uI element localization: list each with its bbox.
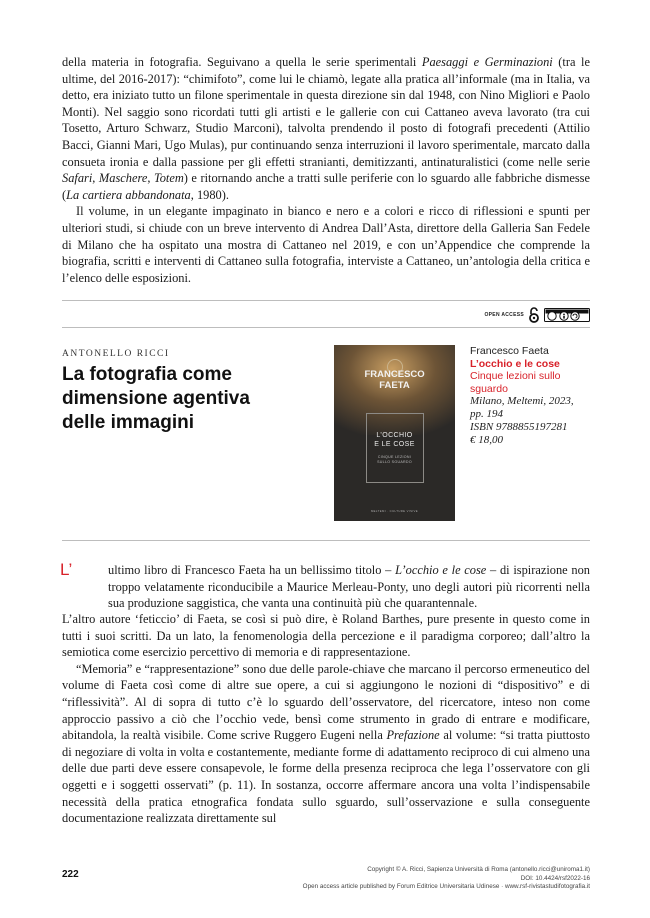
review-title: La fotografia come dimensione agentiva delle immagini [62, 364, 250, 433]
book-publisher-line: Milano, Meltemi, 2023, [470, 395, 574, 407]
italic-run: La cartiera abbandonata [66, 187, 191, 202]
book-price: € 18,00 [470, 434, 503, 446]
book-pages: pp. 194 [470, 408, 503, 420]
cover-title [334, 431, 455, 449]
cover-subtitle [334, 455, 455, 464]
body-divider [62, 540, 590, 541]
italic-run: L’occhio e le cose [395, 563, 487, 577]
cover-author [334, 369, 455, 391]
footer-copyright: Copyright © A. Ricci, Sapienza Università di Roma (antonello.ricci@uniroma1.it) [367, 866, 590, 873]
book-info [470, 345, 595, 447]
footer-publisher: Open access article published by Forum Editrice Universitaria Udinese · www.rsf-rivistastudifotografia.it [302, 883, 590, 891]
open-access-label: OPEN ACCESS [484, 312, 524, 318]
continued-review-text [62, 54, 590, 286]
page-footer [190, 866, 590, 892]
license-badges [440, 306, 590, 324]
continued-paragraph-1: della materia in fotografia. Seguivano a quella le serie sperimentali Paesaggi e Germinazioni (tra le ultime, del 2016-2017): “chimifoto”, come lui le chiamò, legate alla pratica all’informale (ma in Italia, va detto, era iniziato tutto un filone sperimentale in questa direzione sin dal 1948, con Nino Migliori e Paolo Monti). Nel saggio sono ricordati tutti gli artisti e le gallerie con cui Cattaneo aveva lavorato (tra cui Tosetto, Arturo Schwarz, Studio Marconi), talvolta prendendo il posto di fotografi precedenti (Attilio Bacci, Gianni Mari, Ugo Mulas), pur continuando senza interruzioni il lavoro sperimentale, marcato dalla consueta ironia e dalla passione per gli effetti stranianti, demitizzanti, antinaturalistici (come nelle serie Safari, Maschere, Totem) e ritornando anche a tratti sulle periferie con lo sguardo alle fabbriche dismesse (La cartiera abbandonata, 1980). [62, 55, 591, 202]
book-author: Francesco Faeta [470, 345, 549, 357]
book-title: L’occhio e le cose [470, 357, 560, 370]
cover-subtitle-text: CINQUE LEZIONI SULLO SGUARDO [377, 455, 412, 464]
body-paragraph-1-cont: L’altro autore ‘feticcio’ di Faeta, se così si può dire, è Roland Barthes, pure presente in questo come in tutti i suoi scritti. Da un lato, la fenomenologia della percezione e il paradigma corporeo; dall’altro la semiotica come esercizio percettivo di memoria e di rappresentazione. [62, 612, 590, 660]
book-cover-image [334, 345, 455, 521]
cover-publisher: MELTEMI · CULTURE VISIVE [370, 509, 419, 513]
continued-paragraph-2: Il volume, in un elegante impaginato in bianco e nero e a colori e ricco di riflessioni e spunti per ulteriori studi, si chiude con un breve intervento di Andrea Dall’Asta, direttore della Galleria San Fedele di Milano che ha ospitato una mostra di Cattaneo nel 2019, e con un’Appendice che comprende la biografia, scritti e interventi di Cattaneo sulla fotografia, interviste a Cattaneo, un’antologia della critica e l’elenco delle esposizioni. [62, 204, 590, 285]
italic-run: Paesaggi e Germinazioni [421, 55, 553, 69]
review-author: ANTONELLO RICCI [62, 349, 170, 359]
italic-run: Maschere [98, 171, 148, 186]
body-text [62, 611, 590, 827]
book-isbn: ISBN 9788855197281 [470, 421, 568, 433]
open-access-lock-icon [528, 307, 540, 323]
page-number: 222 [62, 869, 79, 880]
footer-doi: DOI: 10.4424/rsf2022-16 [520, 874, 590, 882]
body-paragraph-2: “Memoria” e “rappresentazione” sono due delle parole-chiave che marcano il percorso ermeneutico del volume di Faeta così come di altre sue opere, a cui si aggiungono le nozioni di “dispositivo” e di “riflessività”. Al di sopra di tutto c’è lo sguardo dell’osservatore, del ricercatore, inteso non come approccio passivo a ciò che l’occhio vede, bensì come strumento in grado di entrare e modificare, abitandola, la realtà visibile. Come scrive Ruggero Eugeni nella Prefazione al volume: “si tratta piuttosto di negoziare di volta in volta e costantemente, mediante forme di adattamento reciproco di cui almeno una delle due parti deve essere consapevole, le forme della presenza reciproca che lega l’osservatore con gli oggetti e i soggetti osservati” (p. 11). In sostanza, occorre affermare ancora una volta l’indispensabile necessità della pratica etnografica fondata sullo sguardo, sull’osservazione e sulla conseguente documentazione realizzata direttamente sul [62, 661, 590, 826]
cover-author-text: FRANCESCO FAETA [364, 369, 425, 391]
cover-title-line-2: E LE COSE [374, 441, 415, 448]
book-subtitle: Cinque lezioni sullo sguardo [470, 370, 561, 395]
section-divider [62, 300, 590, 301]
italic-run: Safari [62, 171, 93, 186]
body-paragraph-1: ultimo libro di Francesco Faeta ha un bellissimo titolo – L’occhio e le cose – di ispirazione non troppo velatamente riconducibile a Maurice Merleau-Ponty, uno degli autori più ricorrenti nella sua produzione saggistica, che vanta una continuità più che quarantennale. [108, 563, 590, 611]
creative-commons-badge-icon[interactable] [544, 308, 590, 322]
cover-title-line-1: L’OCCHIO [376, 432, 413, 439]
italic-run: Prefazione [386, 728, 440, 743]
italic-run: Totem [153, 171, 184, 186]
header-divider [62, 327, 590, 328]
drop-cap: L’ [60, 560, 73, 579]
